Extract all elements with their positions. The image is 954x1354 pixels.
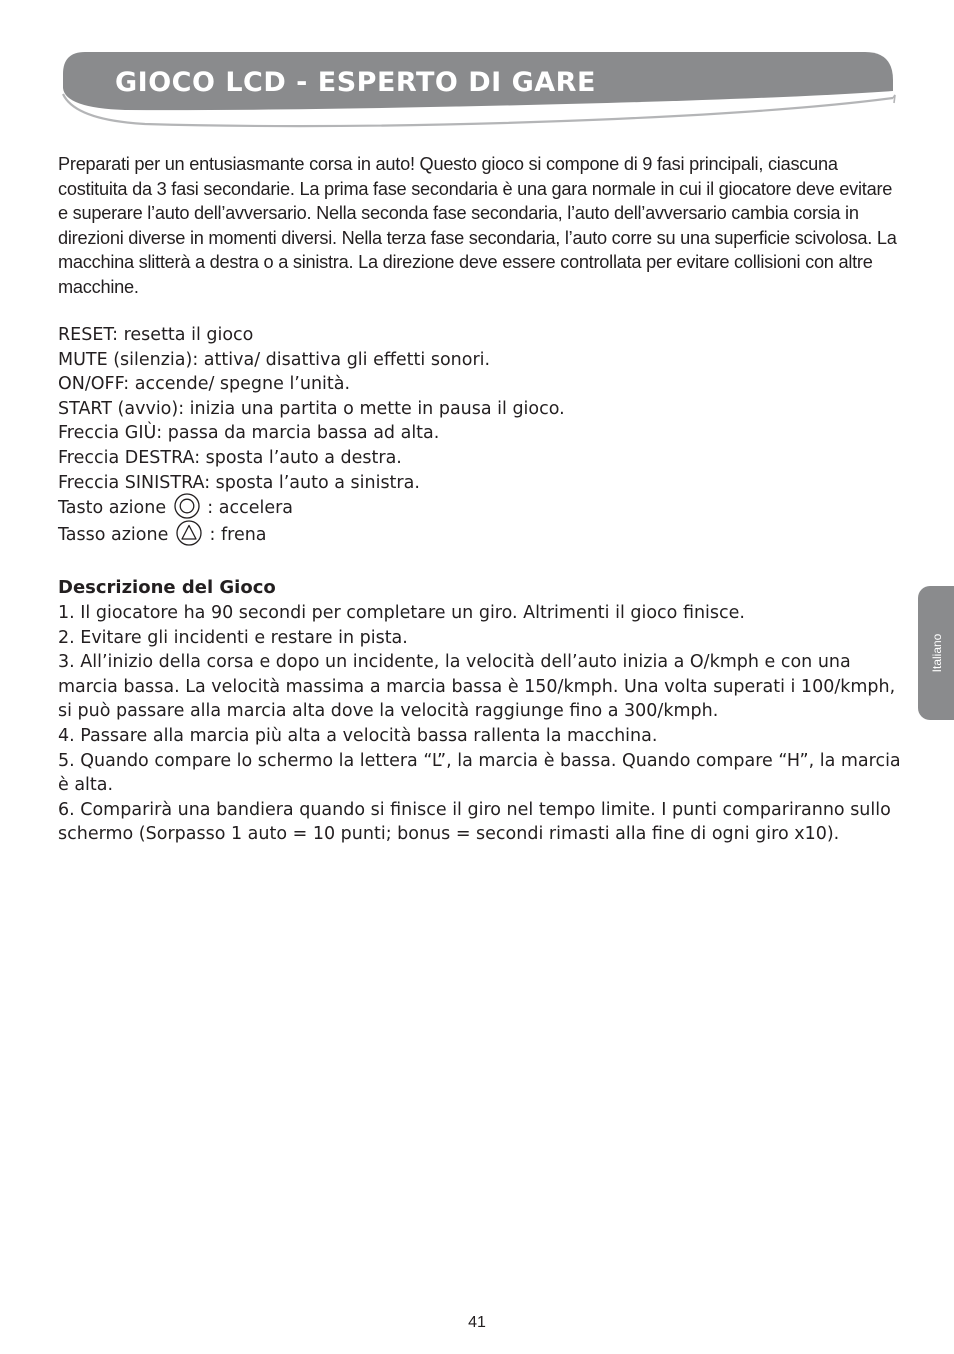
accelerate-label: Tasto azione [58, 498, 167, 519]
list-item: 6. Comparirà una bandiera quando si finisce il giro nel tempo limite. I punti compariranno sullo schermo (Sorpasso 1 auto = 10 punti; bonus = secondi rimasti alla fine di ogni giro x10). [58, 799, 891, 845]
accelerate-action: : accelera [207, 498, 294, 519]
list-item: 5. Quando compare lo schermo la lettera “L”, la marcia è bassa. Quando compare “H”, la marcia è alta. [58, 750, 901, 796]
circle-button-icon [174, 493, 200, 519]
list-item: 4. Passare alla marcia più alta a velocità bassa rallenta la macchina. [58, 725, 658, 746]
control-accelerate [58, 495, 898, 522]
control-mute: MUTE (silenzia): attiva/ disattiva gli effetti sonori. [58, 349, 491, 370]
control-brake [58, 522, 898, 549]
description-list [58, 601, 903, 847]
control-start: START (avvio): inizia una partita o mette in pausa il gioco. [58, 398, 565, 419]
controls-list [58, 323, 898, 549]
language-label: Italiano [930, 633, 944, 673]
language-tab [918, 586, 954, 720]
brake-label: Tasso azione [58, 525, 169, 546]
section-heading: Descrizione del Gioco [58, 577, 276, 598]
intro-paragraph: Preparati per un entusiasmante corsa in auto! Questo gioco si compone di 9 fasi principali, ciascuna costituita da 3 fasi secondarie. La prima fase secondaria è una gara normale in cui il giocatore deve evitare e superare l’auto dell’avversario. Nella seconda fase secondaria, l’auto dell’avversario cambia corsia in direzioni diverse in momenti diversi. Nella terza fase secondaria, l’auto corre su una superficie scivolosa. La macchina slitterà a destra o a sinistra. La direzione deve essere controllata per evitare collisioni con altre macchine. [58, 154, 897, 297]
page-title: GIOCO LCD - ESPERTO DI GARE [115, 67, 596, 98]
list-item: 3. All’inizio della corsa e dopo un incidente, la velocità dell’auto inizia a O/kmph e con una marcia bassa. La velocità massima a marcia bassa è 150/kmph. Una volta superati i 100/kmph, si può passare alla marcia alta dove la velocità raggiunge fino a 300/kmph. [58, 652, 896, 722]
control-arrow-left: Freccia SINISTRA: sposta l’auto a sinistra. [58, 472, 420, 493]
control-on-off: ON/OFF: accende/ spegne l’unità. [58, 374, 351, 395]
brake-action: : frena [209, 525, 267, 546]
control-arrow-down: Freccia GIÙ: passa da marcia bassa ad alta. [58, 423, 440, 444]
header-banner [55, 48, 901, 134]
control-reset: RESET: resetta il gioco [58, 325, 254, 345]
triangle-button-icon [176, 520, 202, 546]
control-arrow-right: Freccia DESTRA: sposta l’auto a destra. [58, 447, 402, 468]
list-item: 2. Evitare gli incidenti e restare in pista. [58, 627, 408, 648]
list-item: 1. Il giocatore ha 90 secondi per completare un giro. Altrimenti il gioco finisce. [58, 603, 745, 623]
page-number: 41 [468, 1314, 486, 1331]
